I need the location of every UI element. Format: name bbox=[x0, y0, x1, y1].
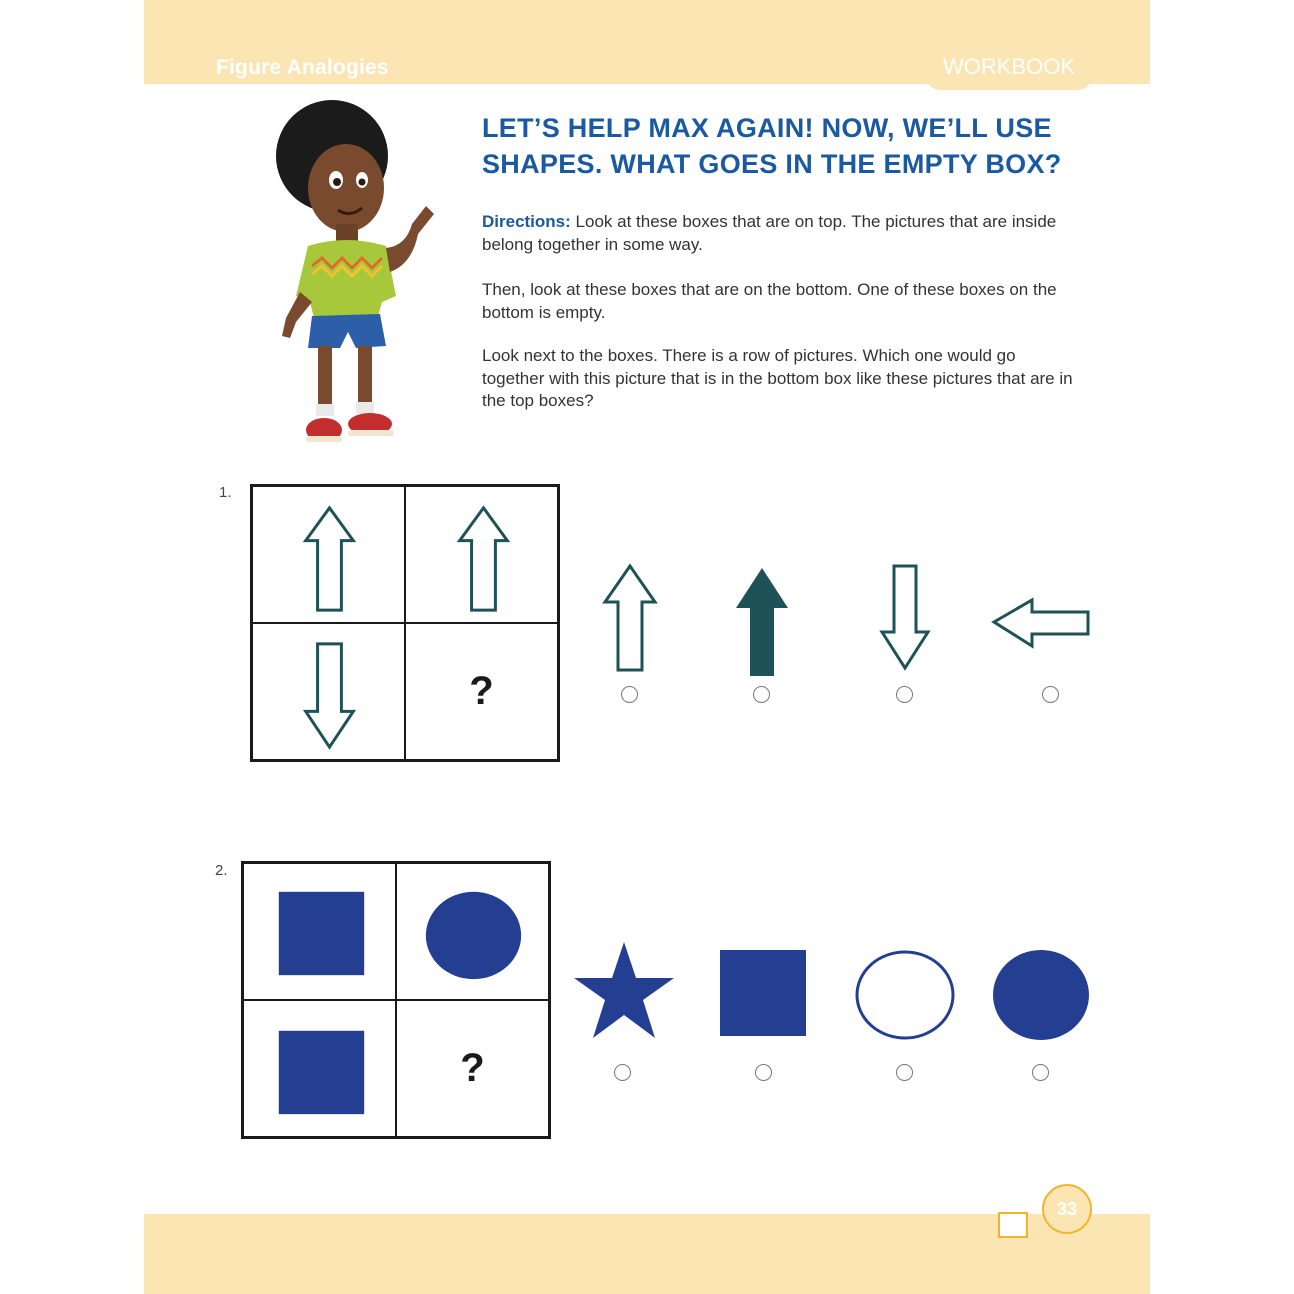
option-filled-square-icon[interactable] bbox=[718, 948, 808, 1038]
page-number-badge: 33 bbox=[1042, 1184, 1092, 1234]
question-mark: ? bbox=[460, 1046, 485, 1090]
directions-label: Directions: bbox=[482, 212, 571, 231]
question-number-2: 2. bbox=[215, 862, 228, 879]
grid-cell bbox=[252, 623, 405, 760]
grid-cell bbox=[405, 486, 558, 623]
option-hollow-down-arrow-icon[interactable] bbox=[876, 562, 936, 674]
answer-radio-1b[interactable] bbox=[753, 686, 770, 703]
option-hollow-left-arrow-icon[interactable] bbox=[990, 596, 1094, 650]
directions-paragraph-3: Look next to the boxes. There is a row of pictures. Which one would go together with this picture that is in the bottom box like these pictures that are in the top boxes? bbox=[482, 346, 1073, 410]
answer-radio-1d[interactable] bbox=[1042, 686, 1059, 703]
grid-cell bbox=[252, 486, 405, 623]
filled-circle-icon bbox=[397, 864, 548, 999]
answer-radio-2a[interactable] bbox=[614, 1064, 631, 1081]
answer-radio-2d[interactable] bbox=[1032, 1064, 1049, 1081]
option-hollow-circle-icon[interactable] bbox=[854, 948, 956, 1042]
footer-square-decoration bbox=[998, 1212, 1028, 1238]
option-filled-star-icon[interactable] bbox=[572, 940, 676, 1040]
answer-radio-1c[interactable] bbox=[896, 686, 913, 703]
filled-square-icon bbox=[244, 1001, 395, 1136]
option-filled-circle-icon[interactable] bbox=[990, 948, 1092, 1042]
hollow-up-arrow-icon bbox=[253, 487, 404, 622]
max-character-illustration bbox=[266, 96, 436, 456]
answer-radio-2c[interactable] bbox=[896, 1064, 913, 1081]
hollow-up-arrow-icon bbox=[406, 487, 557, 622]
question-2-analogy-grid bbox=[241, 861, 551, 1139]
option-hollow-up-arrow-icon[interactable] bbox=[600, 562, 660, 674]
grid-cell bbox=[396, 863, 549, 1000]
directions-text-1: Look at these boxes that are on top. The pictures that are inside belong together in some way. bbox=[482, 212, 1057, 254]
question-number-1: 1. bbox=[219, 484, 232, 501]
question-mark: ? bbox=[469, 669, 494, 713]
option-filled-up-arrow-icon[interactable] bbox=[732, 566, 792, 678]
section-title: Figure Analogies bbox=[216, 56, 389, 79]
workbook-tab: WORKBOOK bbox=[926, 44, 1092, 90]
hollow-down-arrow-icon bbox=[253, 624, 404, 759]
filled-square-icon bbox=[244, 864, 395, 999]
grid-cell bbox=[243, 1000, 396, 1137]
directions-paragraph-2: Then, look at these boxes that are on the bottom. One of these boxes on the bottom is empty. bbox=[482, 280, 1057, 322]
grid-cell bbox=[243, 863, 396, 1000]
answer-radio-2b[interactable] bbox=[755, 1064, 772, 1081]
question-1-analogy-grid bbox=[250, 484, 560, 762]
grid-cell-empty bbox=[396, 1000, 549, 1137]
page-heading: LET’S HELP MAX AGAIN! NOW, WE’LL USE SHAPES. WHAT GOES IN THE EMPTY BOX? bbox=[482, 113, 1062, 179]
directions-paragraph-1 bbox=[482, 211, 1082, 256]
answer-radio-1a[interactable] bbox=[621, 686, 638, 703]
grid-cell-empty bbox=[405, 623, 558, 760]
